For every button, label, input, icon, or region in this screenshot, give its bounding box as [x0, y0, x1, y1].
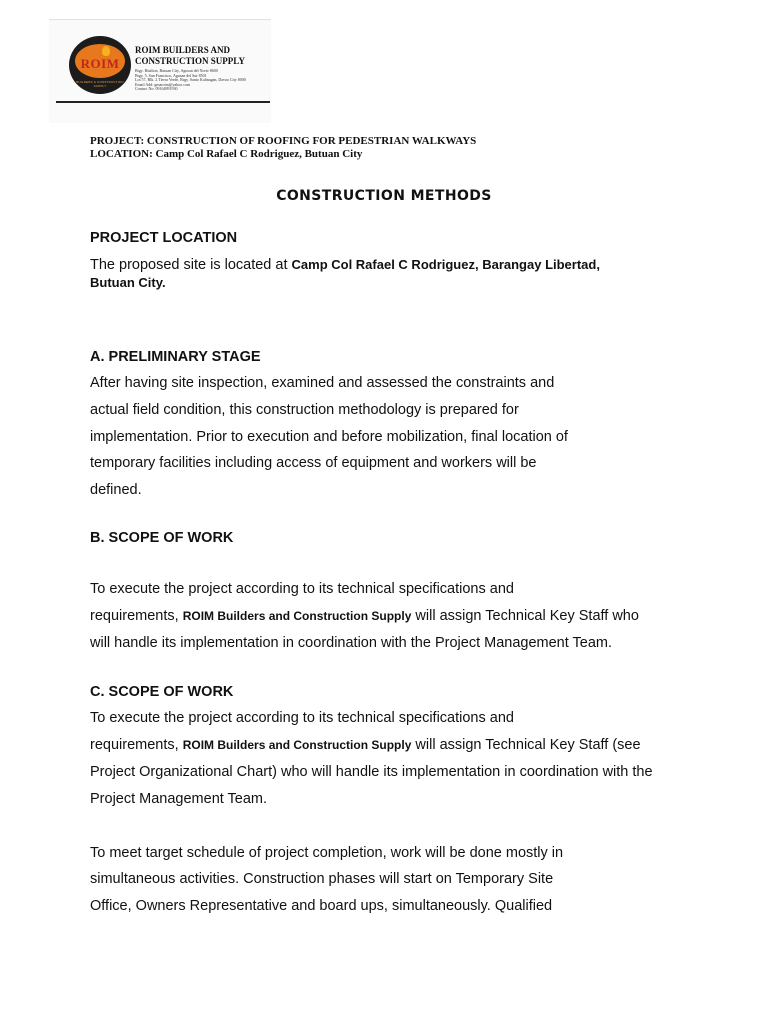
project-line: PROJECT: CONSTRUCTION OF ROOFING FOR PEDESTRIAN WALKWAYS — [90, 135, 477, 147]
section-a-heading: A. PRELIMINARY STAGE — [90, 349, 261, 365]
document-body — [90, 228, 690, 920]
section-b-heading: B. SCOPE OF WORK — [90, 529, 234, 546]
location-line: LOCATION: Camp Col Rafael C Rodriguez, Butuan City — [90, 148, 363, 160]
contact-line: Brgy. Bitalton, Butuan City, Agusan del Norte 8600 — [135, 69, 218, 73]
project-location-text: The proposed site is located at Camp Col Rafael C Rodriguez, Barangay Libertad, Butuan City. — [90, 257, 600, 290]
contact-line: Contact No: 09164891930 — [135, 87, 178, 92]
document-title: CONSTRUCTION METHODS — [276, 188, 492, 204]
logo-text: ROIM — [80, 56, 120, 71]
letterhead-divider — [56, 101, 270, 103]
contact-details — [135, 69, 267, 92]
project-location-heading: PROJECT LOCATION — [90, 230, 238, 246]
section-b-text: To execute the project according to its technical specifications and requirements, ROIM Builders and Construction Supply will assign Technical Key Staff who will handle its implementation in coordination with the Project Management Team. — [90, 580, 639, 651]
firm-name: ROIM Builders and Construction Supply — [182, 608, 412, 623]
site-city: Butuan City. — [90, 275, 166, 290]
contact-line: Lot 57, Blk. 2 Tierra Verde, Brgy. Santo Kalinagan, Davao City 8000 — [135, 78, 246, 83]
section-c-text-2: To meet target schedule of project completion, work will be done mostly in simultaneous activities. Construction phases will start on Temporary Site Office, Owners Representative and board ups, simultaneously. Qualified — [90, 844, 564, 915]
firm-name: ROIM Builders and Construction Supply — [182, 738, 412, 753]
project-info — [90, 135, 476, 161]
section-c-heading: C. SCOPE OF WORK — [90, 684, 234, 701]
site-name: Camp Col Rafael C Rodriguez, Barangay Libertad, — [291, 257, 600, 272]
logo-subtitle: BUILDERS & CONSTRUCTION SUPPLY — [76, 80, 124, 88]
section-a-text: After having site inspection, examined and assessed the constraints and actual field condition, this construction methodology is prepared for implementation. Prior to execution and before mobilization, final location of temporary facilities including access of equipment and workers will be defined. — [90, 375, 568, 499]
flame-icon — [102, 46, 110, 56]
company-logo — [69, 36, 131, 94]
letterhead — [49, 19, 271, 123]
section-c-text: To execute the project according to its technical specifications and requirements, ROIM Builders and Construction Supply will assign Technical Key Staff (see Project Organizational Chart) who will handle its implementation in coordination with the Project Management Team. — [90, 710, 653, 807]
contact-line: Email Add: gmaroim@yahoo.com — [135, 82, 191, 87]
contact-line: Brgy. 5, San Francisco, Agusan del Sur 8501 — [135, 73, 207, 78]
company-name: ROIM BUILDERS AND CONSTRUCTION SUPPLY — [135, 45, 245, 66]
